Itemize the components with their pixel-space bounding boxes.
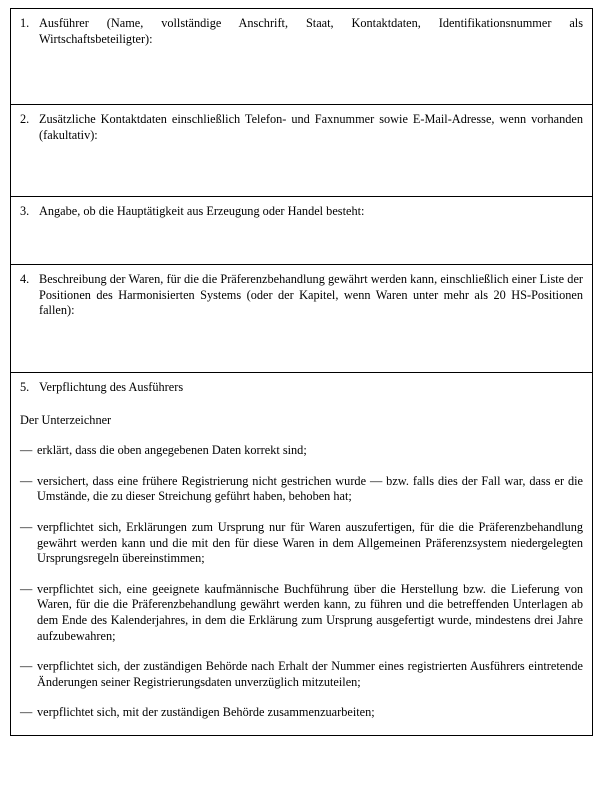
form-box-2 <box>11 105 592 197</box>
commitment-item-3-text: verpflichtet sich, Erklärungen zum Ursprung nur für Waren auszufertigen, für die die Präferenzbehandlung gewährt werden kann und die mit den für diese Waren in dem Allgemeinen Präferenzsystem niedergelegten Ursprungsregeln übereinstimmen; <box>37 519 583 566</box>
commitment-item-5 <box>20 659 583 690</box>
form-box-1-number: 1. <box>20 16 30 30</box>
form-box-1-heading-wrap <box>20 16 583 47</box>
commitment-item-5-text: verpflichtet sich, der zuständigen Behörde nach Erhalt der Nummer eines registrierten Ausführers eintretende Änderungen seiner Registrierungsdaten unverzüglich mitzuteilen; <box>37 659 583 689</box>
form-box-5-number: 5. <box>20 380 30 394</box>
commitment-item-4-text: verpflichtet sich, eine geeignete kaufmännische Buchführung über die Herstellung bzw. die Lieferung von Waren, für die die Präferenzbehandlung gewährt werden kann, zu führen und die betreffenden Unterlagen ab dem Ende des Kalenderjahres, in dem die Erklärung zum Ursprung ausgefertigt wurde, mindestens drei Jahre aufzubewahren; <box>37 581 583 643</box>
form-box-5-heading: Verpflichtung des Ausführers <box>39 380 184 394</box>
dash-bullet-icon: — <box>20 473 33 488</box>
commitment-item-6-text: verpflichtet sich, mit der zuständigen Behörde zusammenzuarbeiten; <box>37 705 375 720</box>
form-box-4-heading-wrap <box>20 272 583 319</box>
form-box-5 <box>11 373 592 735</box>
form-box-3-heading: Angabe, ob die Hauptätigkeit aus Erzeugung oder Handel besteht: <box>39 204 365 218</box>
commitment-item-6 <box>20 705 583 721</box>
commitment-item-4 <box>20 582 583 644</box>
commitment-item-3 <box>20 520 583 567</box>
dash-bullet-icon: — <box>20 705 33 720</box>
commitment-item-1-text: erklärt, dass die oben angegebenen Daten korrekt sind; <box>37 443 307 458</box>
dash-bullet-icon: — <box>20 581 33 596</box>
form-box-1 <box>11 9 592 105</box>
form-box-2-heading-wrap <box>20 112 583 143</box>
commitment-item-2-text: versichert, dass eine frühere Registrierung nicht gestrichen wurde — bzw. falls dies der Fall war, dass er die Umstände, die zu dieser Streichung geführt haben, behoben hat; <box>37 473 583 504</box>
dash-bullet-icon: — <box>20 519 33 534</box>
form-box-2-heading: Zusätzliche Kontaktdaten einschließlich Telefon- und Faxnummer sowie E-Mail-Adresse, wenn vorhanden (fakultativ): <box>39 112 583 142</box>
form-box-4-heading: Beschreibung der Waren, für die die Präferenzbehandlung gewährt werden kann, einschließlich einer Liste der Positionen des Harmonisierten Systems (oder der Kapitel, wenn Waren unter mehr als 20 HS-Positionen fallen): <box>39 272 583 318</box>
form-box-1-heading: Ausführer (Name, vollständige Anschrift, Staat, Kontaktdaten, Identifikationsnummer als Wirtschaftsbeteiligter): <box>39 16 583 46</box>
form-box-5-heading-wrap <box>20 380 583 396</box>
registered-exporter-form <box>10 8 593 736</box>
form-box-4 <box>11 265 592 373</box>
dash-bullet-icon: — <box>20 443 33 458</box>
form-box-4-number: 4. <box>20 272 30 286</box>
dash-bullet-icon: — <box>20 659 33 674</box>
form-box-2-number: 2. <box>20 112 30 126</box>
commitment-item-2 <box>20 474 583 505</box>
undersigned-label: Der Unterzeichner <box>20 412 112 427</box>
form-box-3-heading-wrap <box>20 204 583 220</box>
form-box-3 <box>11 197 592 265</box>
form-box-3-number: 3. <box>20 204 30 218</box>
commitment-item-1 <box>20 443 583 459</box>
